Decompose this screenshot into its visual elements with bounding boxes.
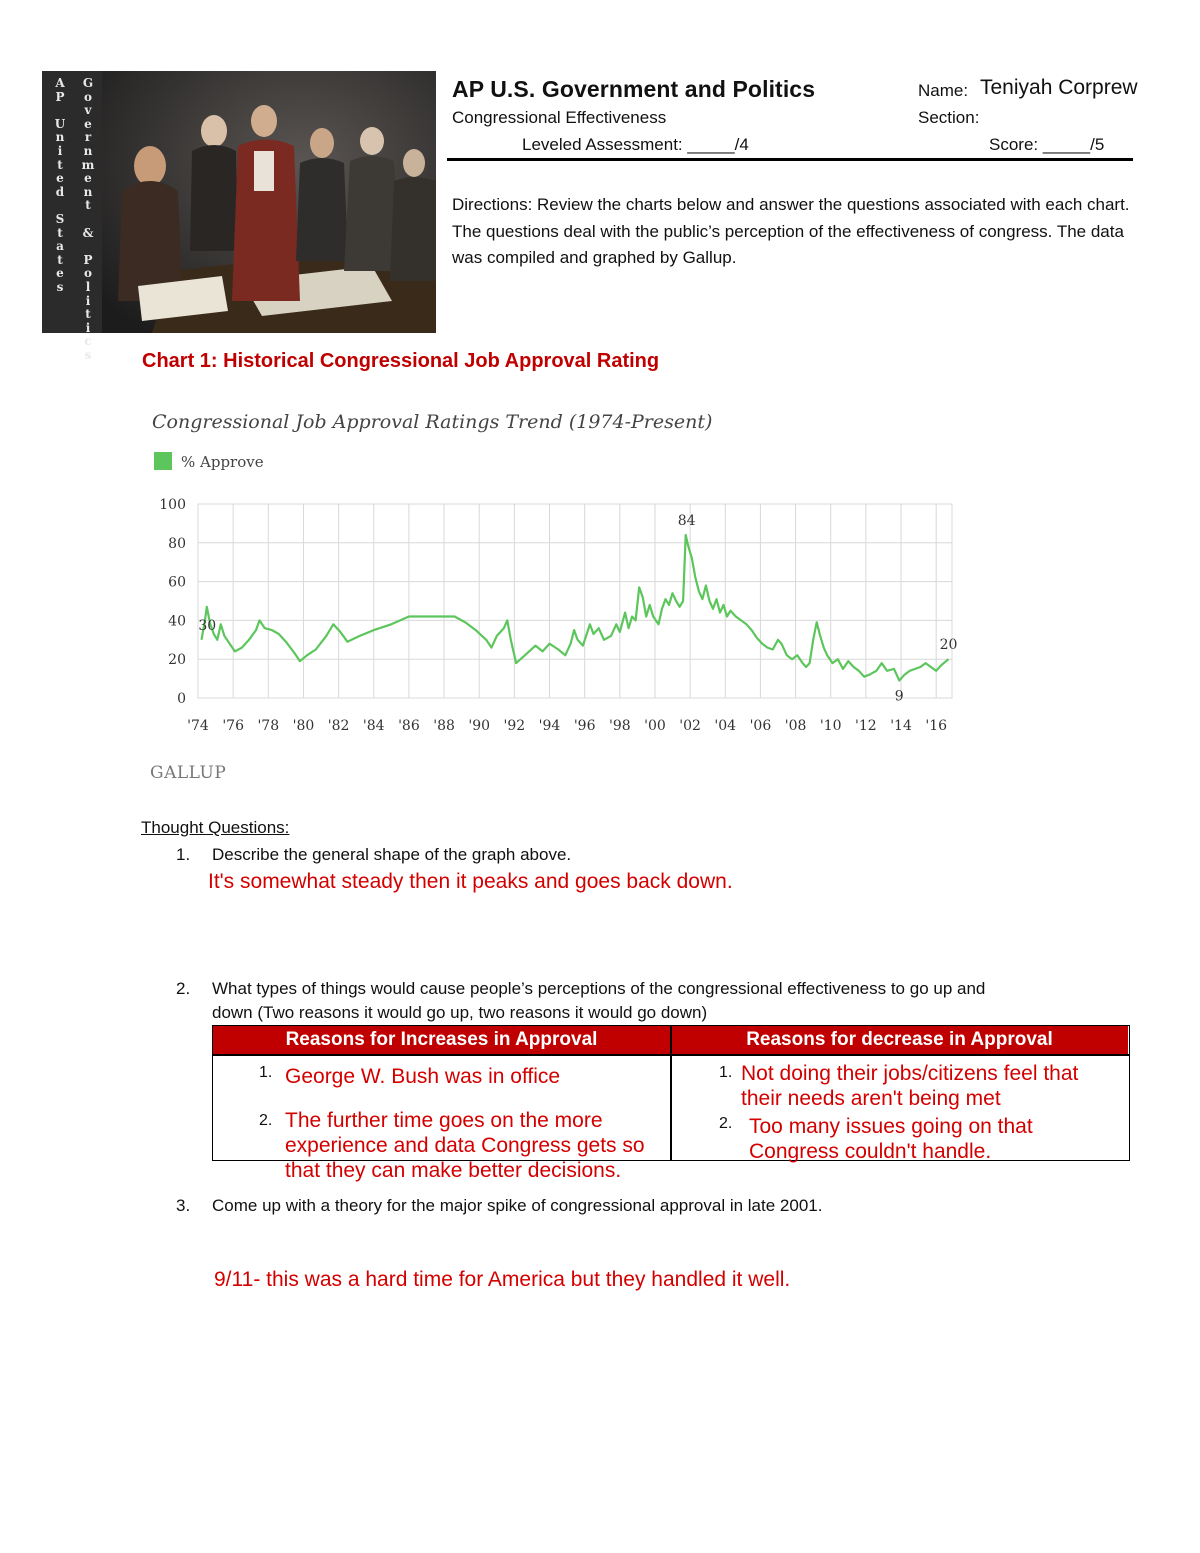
y-tick-label: 80 (168, 535, 186, 552)
approve-series-line (202, 535, 949, 681)
y-tick-label: 40 (168, 613, 186, 630)
banner-left-letter: d (55, 184, 65, 199)
banner-left-letter: S (55, 211, 65, 226)
founding-fathers-painting-icon (42, 71, 436, 333)
banner-left-letter: t (57, 225, 63, 240)
unit-title: Congressional Effectiveness (452, 108, 667, 127)
q1-text: Describe the general shape of the graph above. (212, 845, 572, 864)
increase-item-2-text[interactable] (285, 1108, 645, 1183)
q1-number: 1. (176, 845, 191, 864)
header-divider (447, 158, 1133, 161)
x-tick-label: '02 (679, 718, 701, 734)
q2-number: 2. (176, 979, 191, 998)
decrease-item-2-line-1: Too many issues going on that (749, 1115, 1033, 1138)
legend-swatch (154, 452, 172, 470)
q2-text-line1: What types of things would cause people’s perceptions of the congressional effectiveness to go up and (212, 979, 986, 998)
banner-right-letter: l (85, 279, 91, 294)
approval-chart-svg (140, 400, 970, 790)
decrease-item-1-line-2: their needs aren't being met (741, 1087, 1001, 1110)
name-label: Name: (918, 81, 969, 100)
y-tick-label: 20 (168, 652, 186, 669)
x-tick-label: '86 (398, 718, 420, 734)
banner-right-letter: i (85, 293, 91, 308)
x-tick-label: '96 (573, 718, 596, 734)
y-tick-label: 100 (159, 497, 186, 513)
banner-right-letter: e (84, 171, 92, 186)
banner-left-letter: n (55, 130, 65, 145)
banner-right-letter: o (83, 266, 92, 281)
plot-border (198, 504, 952, 698)
q3-text: Come up with a theory for the major spike of congressional approval in late 2001. (212, 1196, 823, 1215)
decrease-item-1-text[interactable] (741, 1061, 1078, 1111)
banner-left-letter: a (56, 239, 64, 254)
x-tick-label: '98 (608, 718, 631, 734)
banner-left-letter: s (56, 279, 64, 294)
increase-item-1-line-1: George W. Bush was in office (285, 1065, 561, 1088)
banner-left-letter: U (54, 116, 66, 131)
score-field: Score: _____/5 (989, 135, 1105, 154)
decrease-item-1-line-1: Not doing their jobs/citizens feel that (741, 1062, 1079, 1085)
x-tick-label: '90 (468, 718, 491, 734)
gallup-source-label: GALLUP (150, 763, 227, 783)
x-tick-label: '10 (819, 718, 842, 734)
banner-left-letter: e (56, 171, 64, 186)
banner-right-letter: s (84, 347, 92, 362)
name-field[interactable]: Teniyah Corprew (980, 76, 1138, 99)
x-tick-label: '74 (187, 718, 209, 734)
banner-left-letter: A (55, 76, 65, 90)
chart-annotation: 20 (939, 637, 958, 654)
approval-chart (140, 400, 970, 790)
y-tick-label: 60 (168, 574, 186, 591)
x-tick-label: '04 (714, 718, 737, 734)
chart-annotation: 84 (677, 513, 696, 530)
banner-left-letter: P (55, 89, 65, 104)
increase-item-2-line-2: experience and data Congress gets so (285, 1134, 645, 1157)
banner-right-letter: c (84, 334, 92, 349)
x-tick-label: '80 (292, 718, 315, 734)
x-tick-label: '88 (433, 718, 455, 734)
leveled-assessment-field: Leveled Assessment: _____/4 (522, 135, 749, 154)
x-tick-label: '78 (257, 718, 280, 734)
banner-right-letter: t (85, 307, 91, 322)
banner-left-letter: t (57, 157, 63, 172)
banner-right-letter: t (85, 198, 91, 213)
x-tick-label: '16 (925, 718, 948, 734)
reasons-table (212, 1025, 1130, 1182)
banner-right-letter: & (82, 225, 94, 240)
x-tick-label: '12 (855, 718, 877, 734)
banner-right-letter: v (84, 103, 92, 118)
x-tick-label: '82 (327, 718, 350, 734)
table-header-decrease: Reasons for decrease in Approval (671, 1026, 1128, 1054)
table-header-increase: Reasons for Increases in Approval (213, 1026, 670, 1054)
q3-number: 3. (176, 1196, 191, 1215)
thought-questions-heading: Thought Questions: (141, 818, 290, 837)
decrease-item-2-number: 2. (719, 1115, 733, 1132)
increase-item-2-line-1: The further time goes on the more (285, 1109, 603, 1132)
course-title: AP U.S. Government and Politics (452, 76, 816, 102)
increase-item-2-number: 2. (259, 1112, 273, 1129)
banner-left-letter: e (56, 266, 64, 281)
banner-right-letter: P (83, 252, 93, 267)
section-label: Section: (918, 108, 980, 127)
x-tick-label: '92 (503, 718, 526, 734)
increase-item-1-text[interactable] (285, 1064, 560, 1089)
chart-annotation: 9 (894, 688, 904, 705)
chart-title: Congressional Job Approval Ratings Trend (1974-Present) (152, 411, 713, 433)
x-tick-label: '76 (222, 718, 244, 734)
banner-right-letter: G (82, 76, 94, 90)
decrease-item-2-text[interactable] (749, 1114, 1033, 1164)
x-tick-label: '94 (538, 718, 561, 734)
banner-right-letter: r (84, 130, 92, 145)
x-tick-label: '06 (749, 718, 772, 734)
banner-left-letter: t (57, 252, 63, 267)
x-tick-label: '08 (784, 718, 807, 734)
banner-right-letter: n (83, 143, 93, 158)
table-column-divider (670, 1026, 672, 1160)
banner-right-letter: o (83, 89, 92, 104)
chart-annotation: 30 (198, 617, 217, 634)
banner-right-letter: i (85, 320, 91, 335)
banner-left-letter: i (57, 143, 63, 158)
q2-text-line2: down (Two reasons it would go up, two reasons it would go down) (212, 1003, 708, 1022)
q3-answer[interactable]: 9/11- this was a hard time for America but they handled it well. (214, 1268, 791, 1291)
banner-right-letter: m (81, 157, 95, 172)
increase-item-2-line-3: that they can make better decisions. (285, 1159, 622, 1182)
q1-answer[interactable]: It's somewhat steady then it peaks and goes back down. (208, 870, 733, 893)
increase-item-1-number: 1. (259, 1064, 273, 1081)
legend-label: % Approve (181, 453, 264, 471)
chart1-heading: Chart 1: Historical Congressional Job Approval Rating (142, 350, 660, 372)
banner-right-letter: e (84, 116, 92, 131)
y-tick-label: 0 (177, 691, 186, 707)
course-banner (42, 71, 436, 362)
directions-text: Directions: Review the charts below and answer the questions associated with each chart. The questions deal with the public’s perception of the effectiveness of congress. The data was compiled and graphed by Gallup. (452, 195, 1130, 267)
x-tick-label: '84 (362, 718, 385, 734)
banner-right-letter: n (83, 184, 93, 199)
decrease-item-2-line-2: Congress couldn't handle. (749, 1140, 992, 1163)
decrease-item-1-number: 1. (719, 1064, 733, 1081)
x-tick-label: '00 (644, 718, 666, 734)
x-tick-label: '14 (890, 718, 912, 734)
